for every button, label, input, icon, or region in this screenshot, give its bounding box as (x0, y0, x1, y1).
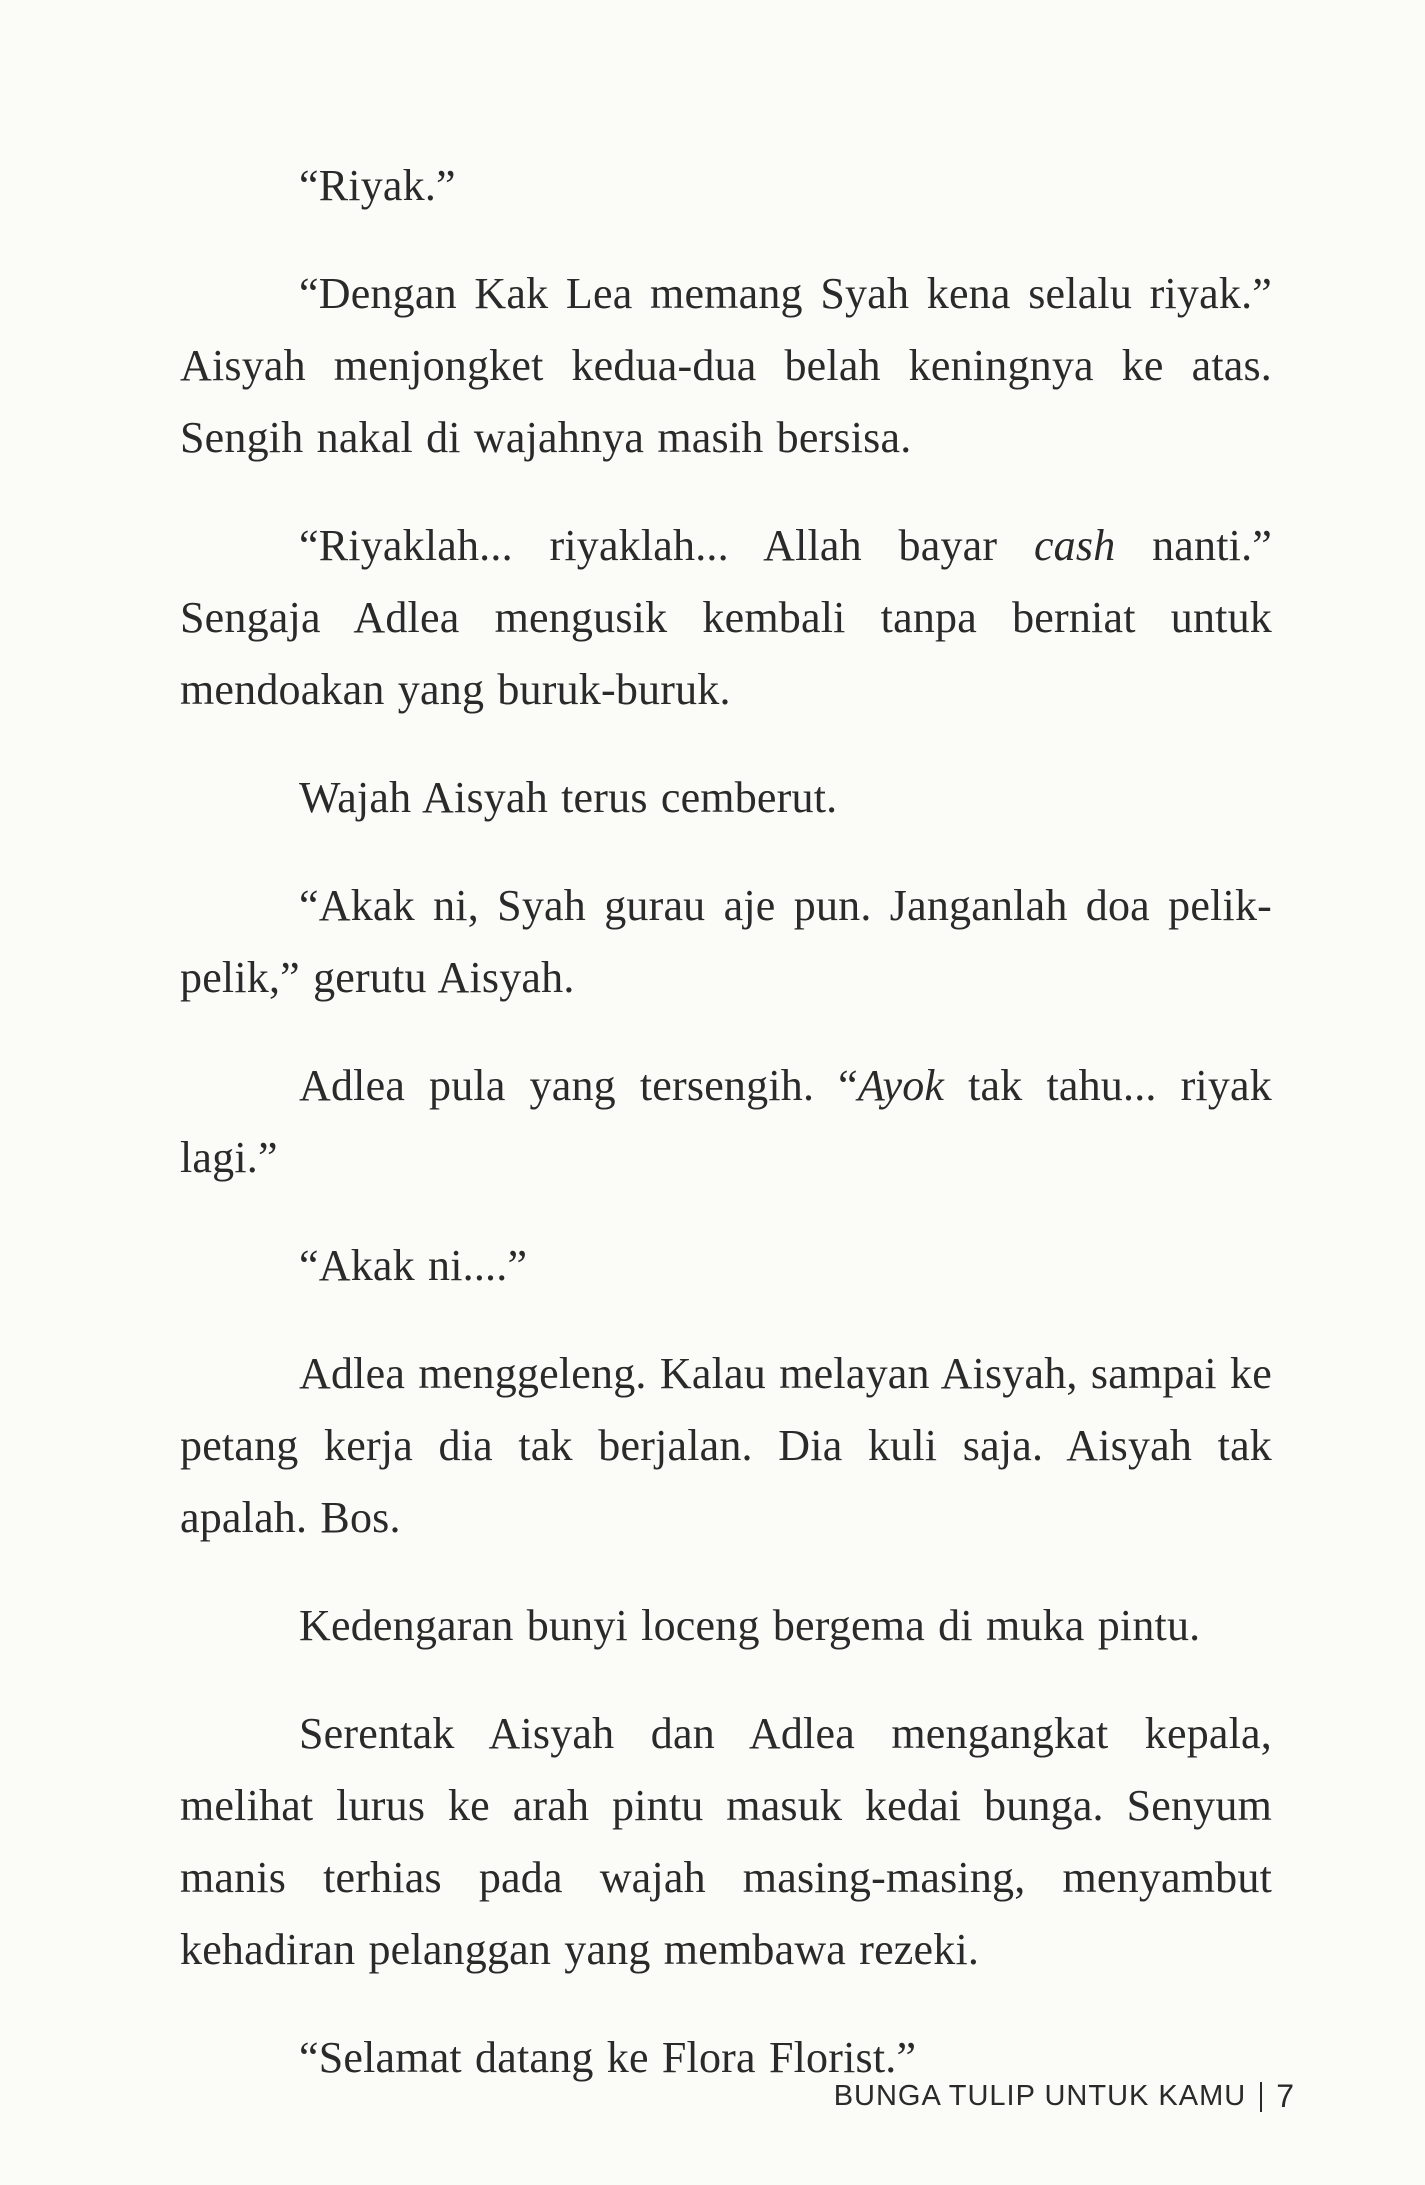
page-body (180, 150, 1272, 2130)
paragraph-5: “Akak ni, Syah gurau aje pun. Janganlah doa pelik-pelik,” gerutu Aisyah. (180, 881, 1272, 1002)
paragraph-6-italic: Ayok (857, 1061, 945, 1110)
paragraph-6-after: tak tahu... riyak lagi.” (180, 1061, 1272, 1182)
paragraph-1: “Riyak.” (299, 161, 456, 210)
paragraph-3-before: “Riyaklah... riyaklah... Allah bayar (299, 521, 1034, 570)
paragraph-9: Kedengaran bunyi loceng bergema di muka pintu. (299, 1601, 1201, 1650)
paragraph-4: Wajah Aisyah terus cemberut. (299, 773, 838, 822)
running-footer (834, 2078, 1295, 2115)
paragraph-11: “Selamat datang ke Flora Florist.” (299, 2033, 917, 2082)
paragraph-10: Serentak Aisyah dan Adlea mengangkat kepala, melihat lurus ke arah pintu masuk kedai bunga. Senyum manis terhias pada wajah masing-masing, menyambut kehadiran pelanggan yang membawa rezeki. (180, 1709, 1272, 1974)
page-number: 7 (1276, 2078, 1295, 2114)
paragraph-3-italic: cash (1033, 521, 1116, 570)
paragraph-6-before: Adlea pula yang tersengih. “ (299, 1061, 858, 1110)
paragraph-8: Adlea menggeleng. Kalau melayan Aisyah, sampai ke petang kerja dia tak berjalan. Dia kuli saja. Aisyah tak apalah. Bos. (180, 1349, 1272, 1542)
paragraph-2: “Dengan Kak Lea memang Syah kena selalu riyak.” Aisyah menjongket kedua-dua belah keningnya ke atas. Sengih nakal di wajahnya masih bersisa. (180, 269, 1272, 462)
paragraph-3 (180, 510, 1272, 726)
paragraph-3-after: nanti.” Sengaja Adlea mengusik kembali tanpa berniat untuk mendoakan yang buruk-buruk. (180, 521, 1273, 714)
paragraph-7: “Akak ni....” (299, 1241, 528, 1290)
footer-separator (1260, 2082, 1262, 2112)
paragraph-6 (180, 1050, 1272, 1194)
book-title: BUNGA TULIP UNTUK KAMU (833, 2080, 1247, 2112)
